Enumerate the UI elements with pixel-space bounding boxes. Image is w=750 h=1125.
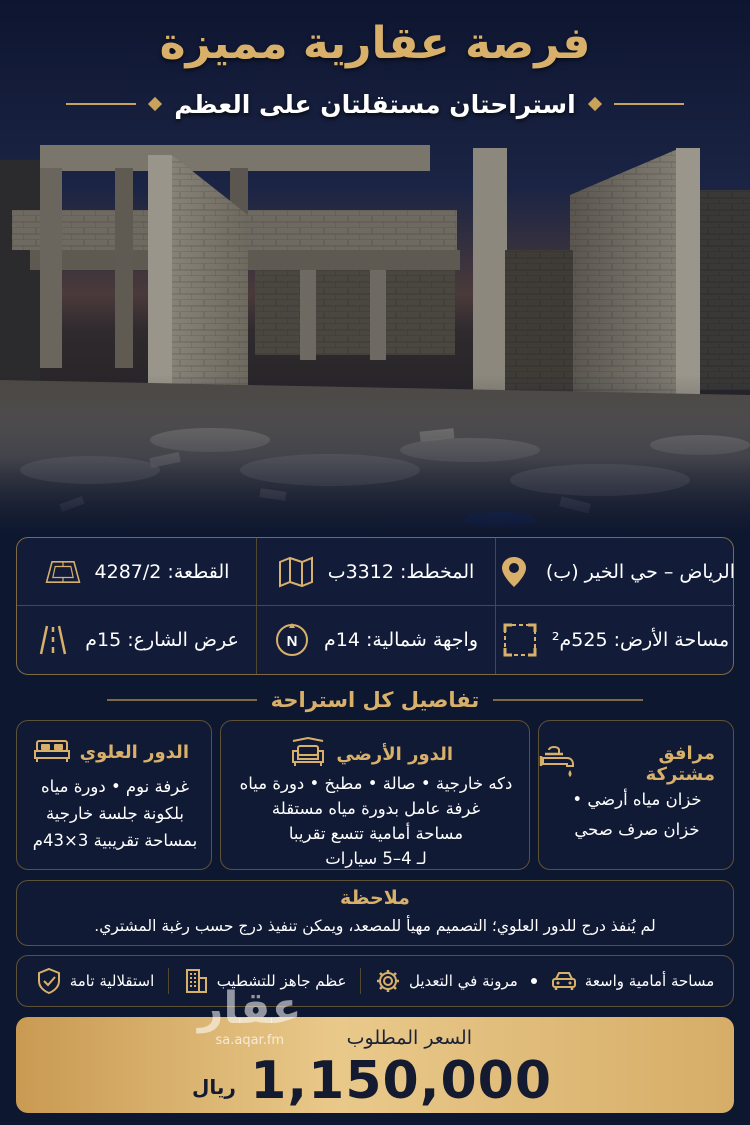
info-street — [18, 606, 257, 674]
street-text: عرض الشارع: 15م — [85, 629, 239, 651]
divider-line — [107, 699, 257, 701]
feature-label: مرونة في التعديل — [408, 972, 518, 990]
info-facade — [257, 606, 496, 674]
compass-letter: N — [286, 633, 298, 650]
feature-independence — [36, 968, 155, 994]
detail-line: غرفة عامل بدورة مياه مستقلة — [271, 799, 481, 818]
property-info-panel — [16, 537, 734, 675]
info-row — [17, 606, 735, 674]
road-icon — [35, 622, 71, 658]
gear-icon — [375, 968, 401, 994]
card-header — [539, 743, 715, 785]
water-tap-icon — [539, 744, 577, 784]
divider-line — [614, 103, 684, 105]
facade-text: واجهة شمالية: 14م — [324, 629, 478, 651]
price-currency: ريال — [192, 1075, 236, 1099]
feature-separator — [168, 968, 170, 994]
feature-label: استقلالية تامة — [69, 972, 155, 990]
page-title: فرصة عقارية مميزة — [159, 18, 591, 69]
feature-label: عظم جاهز للتشطيب — [216, 972, 347, 990]
info-plot — [18, 538, 257, 605]
area-frame-icon — [502, 622, 538, 658]
bed-icon — [34, 737, 70, 767]
plot-text: القطعة: 4287/2 — [94, 560, 230, 583]
details-heading-label: تفاصيل كل استراحة — [270, 688, 480, 712]
upper-floor-card — [16, 720, 212, 870]
location-pin-icon — [496, 554, 532, 590]
card-header — [34, 737, 189, 767]
car-icon — [551, 968, 577, 994]
price-label: السعر المطلوب — [346, 1027, 472, 1049]
plan-text: المخطط: 3312ب — [327, 560, 475, 583]
ground-floor-details — [227, 771, 525, 871]
detail-line: بمساحة تقريبية 3×43م — [32, 831, 198, 850]
area-text: مساحة الأرض: 525م² — [551, 629, 730, 651]
detail-line: خزان صرف صحي — [574, 820, 700, 839]
feature-frontyard — [551, 968, 714, 994]
price-box — [16, 1017, 734, 1113]
location-text: الرياض – حي الخير (ب) — [545, 560, 735, 583]
ground-floor-title: الدور الأرضي — [336, 743, 453, 765]
detail-line: خزان مياه أرضي • — [572, 790, 702, 809]
watermark-logo: عقار — [198, 983, 302, 1034]
page-subtitle: استراحتان مستقلتان على العظم — [174, 89, 576, 119]
feature-label: مساحة أمامية واسعة — [584, 972, 715, 990]
watermark-url: sa.aqar.fm — [215, 1033, 285, 1048]
note-title: ملاحظة — [340, 887, 410, 909]
detail-line: بلكونة جلسة خارجية — [45, 804, 185, 823]
ground-floor-card — [220, 720, 530, 870]
shared-facilities-card — [538, 720, 734, 870]
map-icon — [278, 554, 314, 590]
info-area — [496, 606, 735, 674]
shield-check-icon — [36, 968, 62, 994]
subtitle-row — [0, 84, 750, 124]
feature-bullet — [531, 978, 537, 984]
details-heading — [0, 684, 750, 716]
hero-section — [0, 0, 750, 535]
price-value: 1,150,000 — [250, 1051, 552, 1111]
diamond-ornament — [148, 97, 162, 111]
feature-separator — [360, 968, 362, 994]
land-plot-icon — [45, 554, 81, 590]
shared-facilities-details — [545, 785, 729, 845]
card-header — [290, 737, 453, 771]
detail-line: لـ 4–5 سيارات — [325, 849, 427, 868]
info-plan — [257, 538, 496, 605]
detail-line: دكه خارجية • صالة • مطبخ • دورة مياه — [239, 774, 513, 793]
feature-flexibility — [375, 968, 518, 994]
note-box — [16, 880, 734, 946]
detail-line: غرفة نوم • دورة مياه — [41, 777, 189, 796]
sofa-icon — [290, 737, 326, 771]
info-row — [17, 538, 735, 606]
diamond-ornament — [588, 97, 602, 111]
upper-floor-title: الدور العلوي — [79, 741, 189, 763]
info-location — [496, 538, 735, 605]
features-bar — [16, 955, 734, 1007]
construction-site-photo — [0, 0, 750, 535]
aqar-watermark — [198, 985, 302, 1048]
shared-facilities-title: مرافق مشتركة — [645, 743, 715, 785]
compass-north-icon — [274, 622, 310, 658]
divider-line — [66, 103, 136, 105]
note-text: لم يُنفذ درج للدور العلوي؛ التصميم مهيأ للمصعد، ويمكن تنفيذ درج حسب رغبة المشتري. — [94, 917, 656, 935]
detail-line: مساحة أمامية تتسع تقريبا — [288, 824, 464, 843]
upper-floor-details — [23, 773, 207, 854]
divider-line — [493, 699, 643, 701]
